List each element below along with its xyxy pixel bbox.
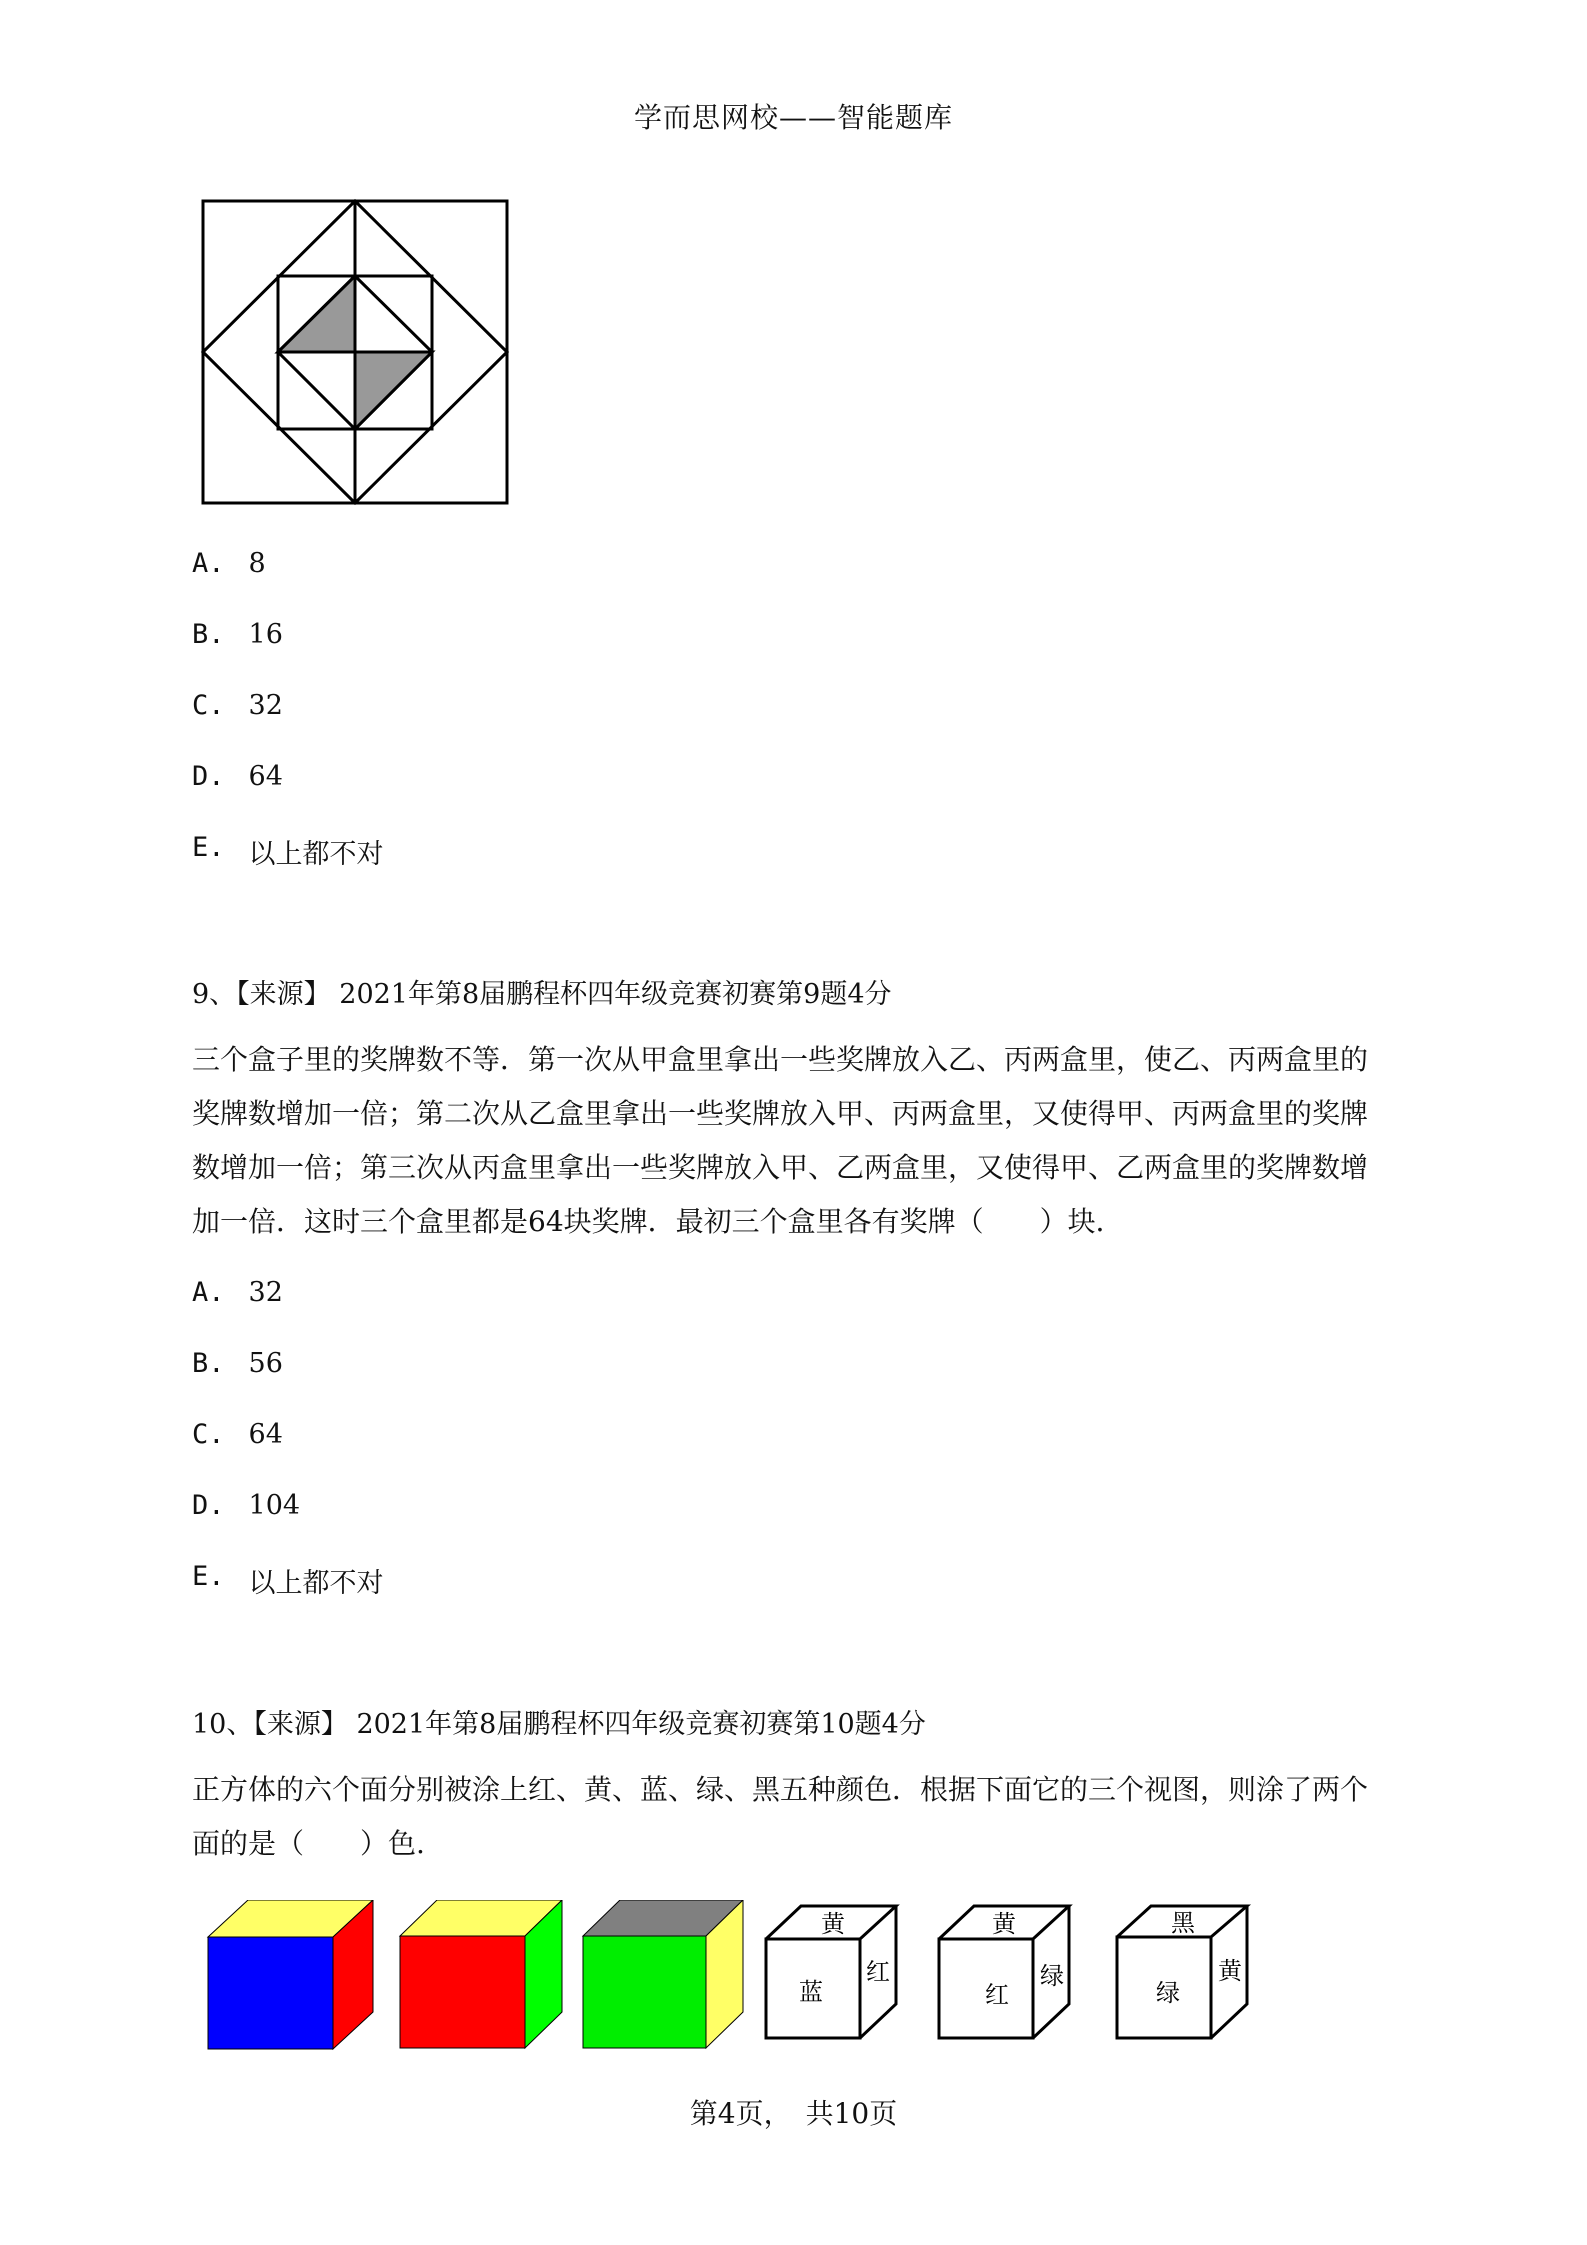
- color-cube-2: [400, 1900, 562, 2048]
- q9-body-line: 加一倍．这时三个盒里都是64块奖牌．最初三个盒里各有奖牌（ ）块．: [192, 1205, 1124, 1238]
- cube-front-face: [400, 1936, 525, 2048]
- q10-cube-views: [200, 1900, 1280, 2060]
- labeled-cube-2-front: 红: [985, 1981, 1009, 2009]
- q9-body: [192, 1033, 1402, 1249]
- q9-body-line: 三个盒子里的奖牌数不等．第一次从甲盒里拿出一些奖牌放入乙、丙两盒里，使乙、丙两盒里的: [192, 1043, 1369, 1076]
- labeled-cube-3-front: 绿: [1156, 1979, 1180, 2007]
- q9-body-line: 数增加一倍；第三次从丙盒里拿出一些奖牌放入甲、乙两盒里，又使得甲、乙两盒里的奖牌数增: [192, 1151, 1369, 1184]
- q10-body: [192, 1763, 1402, 1871]
- q9-option-b: B. 56: [192, 1348, 283, 1379]
- color-cube-3: [583, 1900, 743, 2048]
- labeled-cube-1-front: 蓝: [799, 1978, 823, 2006]
- q8-geometry-figure: [196, 194, 516, 510]
- q8-option-c: C. 32: [192, 690, 283, 721]
- shaded-triangle-upper: [278, 276, 355, 352]
- color-cube-1: [208, 1900, 373, 2049]
- q8-option-a: A. 8: [192, 548, 266, 579]
- labeled-cube-2-side: 绿: [1040, 1962, 1064, 1990]
- labeled-cube-1-top: 黄: [821, 1910, 845, 1938]
- q8-option-d: D. 64: [192, 761, 283, 792]
- shaded-triangle-lower: [355, 352, 432, 429]
- q10-body-line: 正方体的六个面分别被涂上红、黄、蓝、绿、黑五种颜色．根据下面它的三个视图，则涂了两个: [192, 1773, 1369, 1806]
- page-footer-number: 第4页， 共10页: [689, 2097, 898, 2130]
- page-header-title: 学而思网校——智能题库: [633, 101, 953, 134]
- labeled-cube-3-side: 黄: [1218, 1957, 1242, 1985]
- labeled-cube-2-top: 黄: [992, 1910, 1016, 1938]
- q9-option-c: C. 64: [192, 1419, 283, 1450]
- q9-option-e: E. 以上都不对: [192, 1561, 384, 1599]
- q10-title: 10、【来源】 2021年第8届鹏程杯四年级竞赛初赛第10题4分: [192, 1709, 926, 1740]
- q10-body-line: 面的是（ ）色.: [192, 1827, 425, 1860]
- cube-front-face: [583, 1936, 706, 2048]
- q8-option-b: B. 16: [192, 619, 283, 650]
- q9-title: 9、【来源】 2021年第8届鹏程杯四年级竞赛初赛第9题4分: [192, 979, 892, 1010]
- labeled-cube-1-side: 红: [866, 1958, 890, 1986]
- q9-option-a: A. 32: [192, 1277, 283, 1308]
- q9-body-line: 奖牌数增加一倍；第二次从乙盒里拿出一些奖牌放入甲、丙两盒里，又使得甲、丙两盒里的奖牌: [192, 1097, 1369, 1130]
- q8-option-e: E. 以上都不对: [192, 832, 384, 870]
- q9-option-d: D. 104: [192, 1490, 301, 1521]
- labeled-cube-3-top: 黑: [1171, 1909, 1195, 1937]
- cube-front-face: [208, 1937, 333, 2049]
